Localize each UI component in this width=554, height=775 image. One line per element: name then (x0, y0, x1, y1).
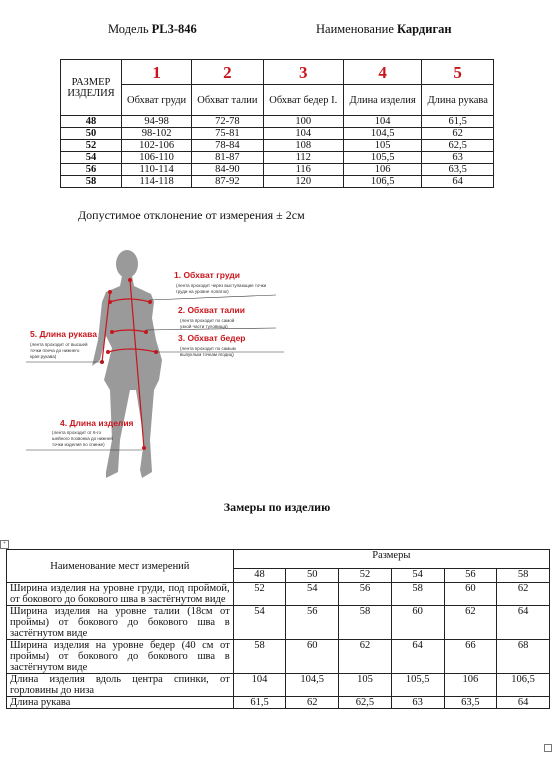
measure-value-cell: 62 (286, 697, 339, 709)
measure-value-cell: 64 (497, 697, 550, 709)
measure-value-cell: 56 (339, 583, 392, 606)
size-value-cell: 106-110 (122, 152, 192, 164)
measure-name-cell: Ширина изделия на уровне бедер (40 см от проймы) от бокового до бокового шва в застёгнутом виде (7, 640, 234, 674)
size-value-cell: 106,5 (343, 176, 421, 188)
callout-chest-title: 1. Обхват груди (174, 270, 240, 280)
measure-value-cell: 62 (444, 606, 497, 640)
size-value-cell: 105,5 (343, 152, 421, 164)
size-row (61, 152, 494, 164)
callout-hips-note: (лента проходит по самым выпуклым точкам ягодиц) (180, 346, 236, 357)
size-cell: 50 (61, 128, 122, 140)
model-line (108, 22, 197, 37)
size-cell: 52 (61, 140, 122, 152)
column-number: 2 (192, 60, 263, 85)
size-value-cell: 104 (343, 116, 421, 128)
size-value-cell: 104 (263, 128, 343, 140)
measure-value-cell: 58 (233, 640, 286, 674)
column-header: Обхват талии (192, 85, 263, 116)
size-cell: 48 (61, 116, 122, 128)
size-value-cell: 112 (263, 152, 343, 164)
column-header: Обхват груди (122, 85, 192, 116)
size-value-cell: 102-106 (122, 140, 192, 152)
measure-value-cell: 105 (339, 674, 392, 697)
name-line (316, 22, 452, 37)
table-move-handle-icon[interactable]: + (0, 540, 9, 549)
measure-value-cell: 60 (444, 583, 497, 606)
measure-name-cell: Длина рукава (7, 697, 234, 709)
measure-value-cell: 61,5 (233, 697, 286, 709)
column-number: 4 (343, 60, 421, 85)
callout-waist-note: (лента проходит по самой узкой части туловища) (180, 318, 235, 329)
model-value: PL3-846 (151, 22, 197, 36)
table-resize-handle[interactable] (544, 744, 552, 752)
size-column-header: 52 (339, 569, 392, 583)
measure-value-cell: 68 (497, 640, 550, 674)
measure-value-cell: 60 (391, 606, 444, 640)
measure-value-cell: 64 (391, 640, 444, 674)
measure-value-cell: 104 (233, 674, 286, 697)
measure-value-cell: 62 (339, 640, 392, 674)
name-value: Кардиган (397, 22, 452, 36)
column-number: 3 (263, 60, 343, 85)
size-row (61, 116, 494, 128)
measure-value-cell: 62,5 (339, 697, 392, 709)
measure-row (7, 640, 550, 674)
model-label: Модель (108, 22, 149, 36)
column-number: 1 (122, 60, 192, 85)
size-cell: 54 (61, 152, 122, 164)
size-column-header: 56 (444, 569, 497, 583)
column-number: 5 (422, 60, 494, 85)
size-column-header: 58 (497, 569, 550, 583)
sizes-header: Размеры (233, 550, 549, 569)
column-header: Длина изделия (343, 85, 421, 116)
column-header: Длина рукава (422, 85, 494, 116)
callout-length-title: 4. Длина изделия (60, 418, 134, 428)
size-row (61, 164, 494, 176)
size-value-cell: 120 (263, 176, 343, 188)
size-value-cell: 63 (422, 152, 494, 164)
measure-value-cell: 63,5 (444, 697, 497, 709)
size-value-cell: 63,5 (422, 164, 494, 176)
size-row (61, 128, 494, 140)
size-row (61, 176, 494, 188)
size-value-cell: 98-102 (122, 128, 192, 140)
size-cell: 56 (61, 164, 122, 176)
size-value-cell: 75-81 (192, 128, 263, 140)
measure-value-cell: 63 (391, 697, 444, 709)
size-value-cell: 108 (263, 140, 343, 152)
measure-name-header: Наименование мест измерений (7, 550, 234, 583)
size-value-cell: 87-92 (192, 176, 263, 188)
measure-value-cell: 104,5 (286, 674, 339, 697)
size-value-cell: 100 (263, 116, 343, 128)
size-value-cell: 106 (343, 164, 421, 176)
callout-chest-note: (лента проходит через выступающие точки груди на уровне лопаток) (176, 283, 267, 294)
measure-name-cell: Длина изделия вдоль центра спинки, от горловины до низа (7, 674, 234, 697)
size-row (61, 140, 494, 152)
callout-sleeve-title: 5. Длина рукава (30, 329, 97, 339)
size-value-cell: 105 (343, 140, 421, 152)
measure-value-cell: 60 (286, 640, 339, 674)
size-value-cell: 94-98 (122, 116, 192, 128)
size-value-cell: 64 (422, 176, 494, 188)
callout-hips-title: 3. Обхват бедер (178, 333, 246, 343)
size-value-cell: 104,5 (343, 128, 421, 140)
callout-sleeve-note: (лента проходит от высшей точки плеча до нижнего края рукава) (30, 342, 88, 359)
measure-value-cell: 106,5 (497, 674, 550, 697)
callout-length-note: (лента проходит от 6-го шейного позвонка до нижней точки изделия по спинке) (52, 430, 113, 447)
callout-waist-title: 2. Обхват талии (178, 305, 245, 315)
size-corner-label: РАЗМЕР ИЗДЕЛИЯ (61, 60, 122, 116)
measure-name-cell: Ширина изделия на уровне груди, под проймой, от бокового до бокового шва в застёгнутом виде (7, 583, 234, 606)
measure-value-cell: 64 (497, 606, 550, 640)
name-label: Наименование (316, 22, 394, 36)
size-value-cell: 110-114 (122, 164, 192, 176)
measure-value-cell: 66 (444, 640, 497, 674)
column-header: Обхват бедер I. (263, 85, 343, 116)
size-value-cell: 62 (422, 128, 494, 140)
measure-value-cell: 58 (339, 606, 392, 640)
size-column-header: 54 (391, 569, 444, 583)
size-value-cell: 78-84 (192, 140, 263, 152)
size-table (60, 59, 494, 188)
size-value-cell: 116 (263, 164, 343, 176)
size-column-header: 48 (233, 569, 286, 583)
measure-table-title: Замеры по изделию (223, 500, 331, 514)
measure-row (7, 674, 550, 697)
size-cell: 58 (61, 176, 122, 188)
measure-row (7, 606, 550, 640)
size-value-cell: 81-87 (192, 152, 263, 164)
body-measurement-figure (26, 240, 296, 485)
measure-value-cell: 56 (286, 606, 339, 640)
size-value-cell: 72-78 (192, 116, 263, 128)
size-value-cell: 62,5 (422, 140, 494, 152)
measure-value-cell: 58 (391, 583, 444, 606)
deviation-note: Допустимое отклонение от измерения ± 2см (78, 208, 305, 222)
measure-value-cell: 105,5 (391, 674, 444, 697)
measure-name-cell: Ширина изделия на уровне талии (18см от проймы) от бокового до бокового шва в застёгнутом виде (7, 606, 234, 640)
measure-value-cell: 62 (497, 583, 550, 606)
size-value-cell: 61,5 (422, 116, 494, 128)
size-column-header: 50 (286, 569, 339, 583)
measure-value-cell: 52 (233, 583, 286, 606)
measure-row (7, 697, 550, 709)
measure-value-cell: 106 (444, 674, 497, 697)
size-value-cell: 84-90 (192, 164, 263, 176)
measure-table (6, 549, 550, 709)
size-value-cell: 114-118 (122, 176, 192, 188)
measure-row (7, 583, 550, 606)
measure-value-cell: 54 (233, 606, 286, 640)
measure-value-cell: 54 (286, 583, 339, 606)
